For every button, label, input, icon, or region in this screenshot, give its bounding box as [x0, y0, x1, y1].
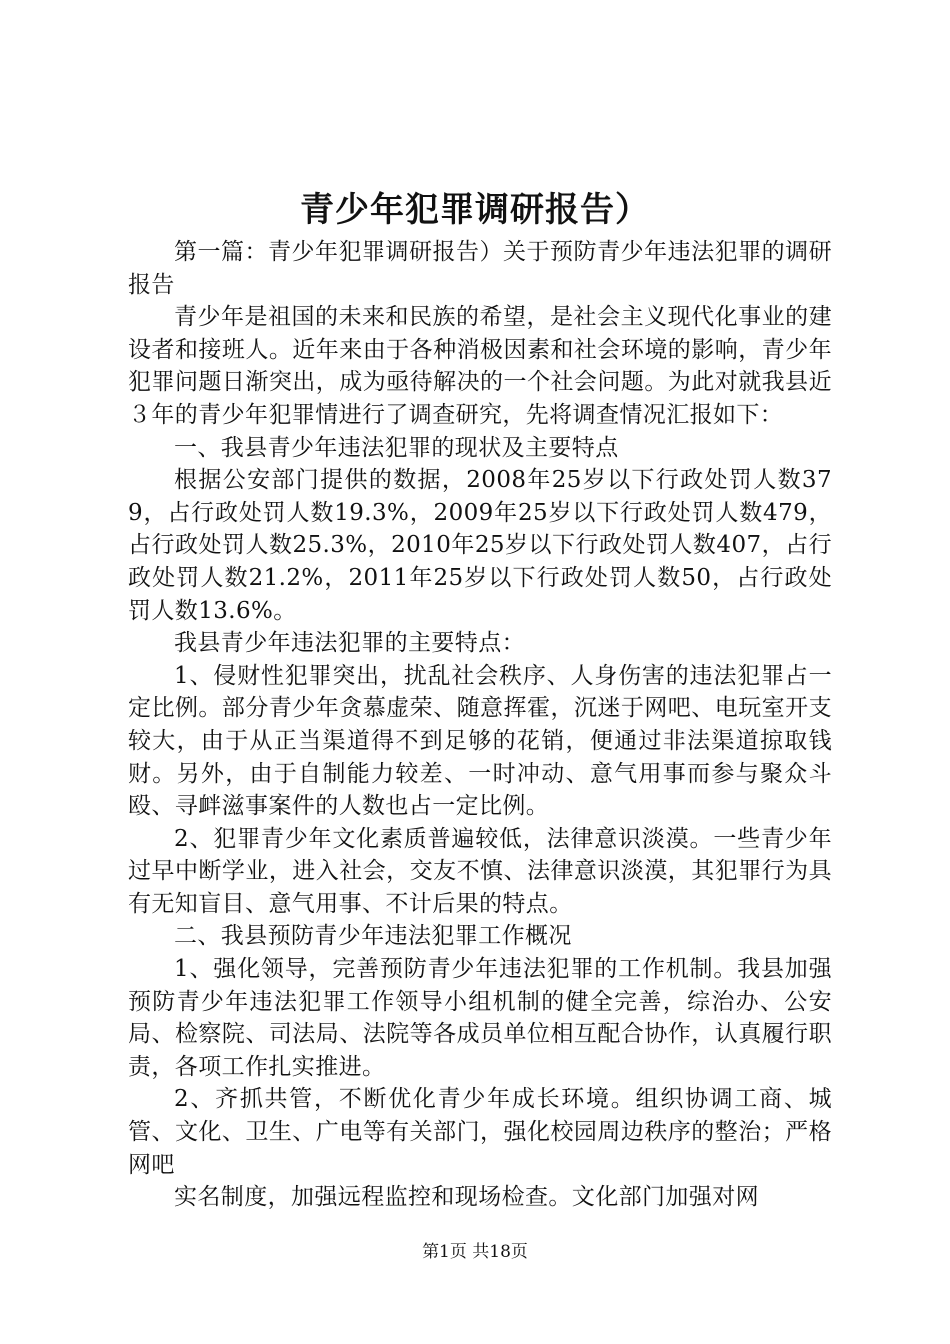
paragraph-feature-1: 1、侵财性犯罪突出，扰乱社会秩序、人身伤害的违法犯罪占一定比例。部分青少年贪慕虚荣、随意挥霍，沉迷于网吧、电玩室开支较大，由于从正当渠道得不到足够的花销，便通过非法渠道掠取钱财。另外，由于自制能力较差、一时冲动、意气用事而参与聚众斗殴、寻衅滋事案件的人数也占一定比例。 — [128, 662, 832, 820]
document-body — [128, 236, 832, 1214]
document-title: 青少年犯罪调研报告） — [300, 190, 650, 230]
paragraph-intro: 第一篇：青少年犯罪调研报告）关于预防青少年违法犯罪的调研报告 — [128, 239, 832, 298]
paragraph-feature-2: 2、犯罪青少年文化素质普遍较低，法律意识淡漠。一些青少年过早中断学业，进入社会，交友不慎、法律意识淡漠，其犯罪行为具有无知盲目、意气用事、不计后果的特点。 — [128, 825, 832, 917]
paragraph-work-2: 2、齐抓共管，不断优化青少年成长环境。组织协调工商、城管、文化、卫生、广电等有关部门，强化校园周边秩序的整治；严格网吧 — [128, 1086, 832, 1178]
paragraph-features-heading: 我县青少年违法犯罪的主要特点： — [174, 630, 525, 657]
paragraph-work-1: 1、强化领导，完善预防青少年违法犯罪的工作机制。我县加强预防青少年违法犯罪工作领导小组机制的健全完善，综治办、公安局、检察院、司法局、法院等各成员单位相互配合协作，认真履行职责，各项工作扎实推进。 — [128, 956, 832, 1080]
paragraph-background: 青少年是祖国的未来和民族的希望，是社会主义现代化事业的建设者和接班人。近年来由于各种消极因素和社会环境的影响，青少年犯罪问题日渐突出，成为亟待解决的一个社会问题。为此对就我县近３年的青少年犯罪情进行了调查研究，先将调查情况汇报如下： — [128, 304, 832, 428]
page-footer: 第1页 共18页 — [422, 1242, 528, 1262]
section-heading-2: 二、我县预防青少年违法犯罪工作概况 — [174, 923, 572, 950]
paragraph-continuation: 实名制度，加强远程监控和现场检查。文化部门加强对网 — [174, 1184, 759, 1211]
section-heading-1: 一、我县青少年违法犯罪的现状及主要特点 — [174, 434, 619, 461]
paragraph-statistics: 根据公安部门提供的数据，2008年25岁以下行政处罚人数379，占行政处罚人数19.3%，2009年25岁以下行政处罚人数479，占行政处罚人数25.3%，2010年25岁以下行政处罚人数407，占行政处罚人数21.2%，2011年25岁以下行政处罚人数50，占行政处罚人数13.6%。 — [128, 467, 832, 624]
